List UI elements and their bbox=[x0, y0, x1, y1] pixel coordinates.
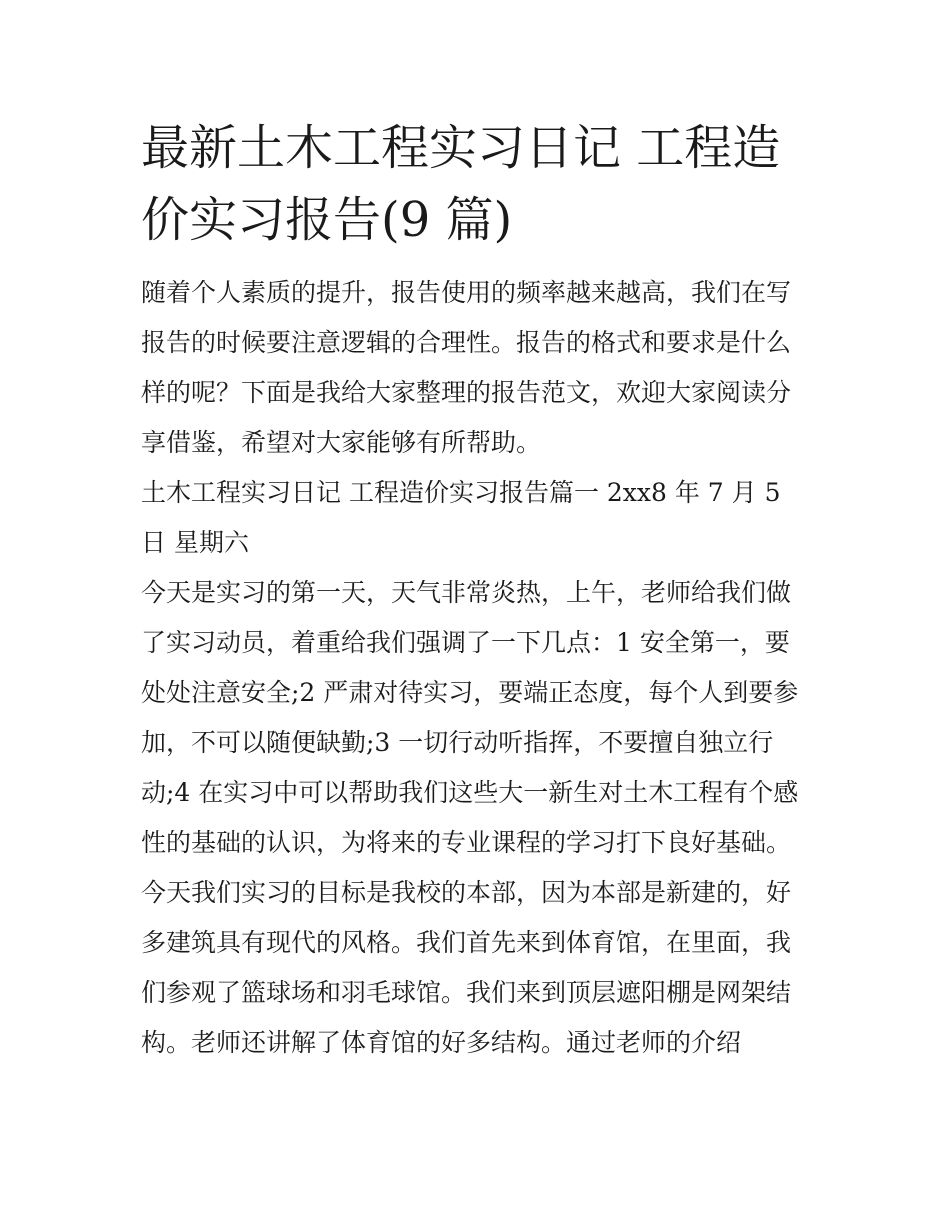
document-page bbox=[141, 112, 811, 1068]
document-title: 最新土木工程实习日记 工程造价实习报告(9 篇) bbox=[141, 120, 781, 248]
diary-heading-paragraph: 土木工程实习日记 工程造价实习报告篇一 2xx8 年 7 月 5 日 星期六 bbox=[141, 478, 781, 557]
body-paragraph: 今天我们实习的目标是我校的本部，因为本部是新建的，好多建筑具有现代的风格。我们首先来到体育馆，在里面，我们参观了篮球场和羽毛球馆。我们来到顶层遮阳棚是网架结构。老师还讲解了体育馆的好多结构。通过老师的介绍 bbox=[141, 878, 792, 1057]
body-paragraph: 今天是实习的第一天，天气非常炎热，上午，老师给我们做了实习动员，着重给我们强调了一下几点：1 安全第一，要处处注意安全;2 严肃对待实习，要端正态度，每个人到要参加，不可以随便缺勤;3 一切行动听指挥，不要擅自独立行动;4 在实习中可以帮助我们这些大一新生对土木工程有个感性的基础的认识，为将来的专业课程的学习打下良好基础。 bbox=[141, 578, 799, 857]
intro-paragraph: 随着个人素质的提升，报告使用的频率越来越高，我们在写报告的时候要注意逻辑的合理性。报告的格式和要求是什么样的呢？下面是我给大家整理的报告范文，欢迎大家阅读分享借鉴，希望对大家能够有所帮助。 bbox=[141, 278, 792, 457]
